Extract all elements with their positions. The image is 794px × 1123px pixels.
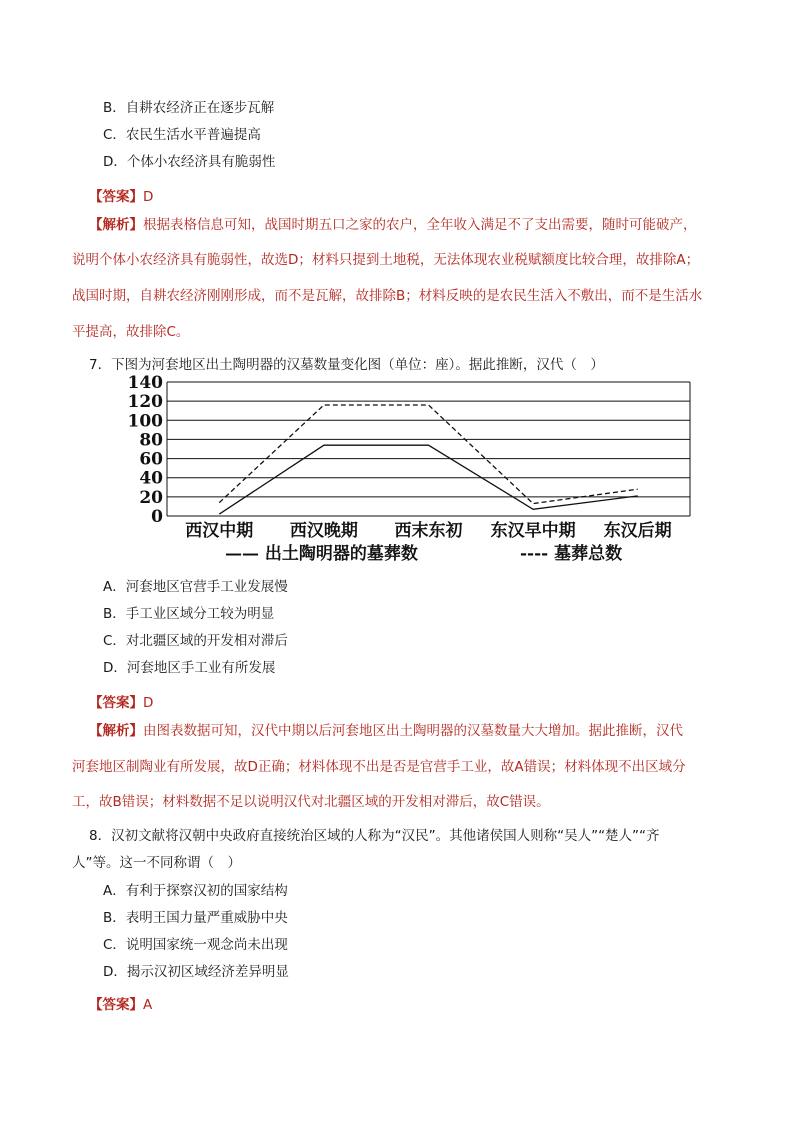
option-c: C．农民生活水平普遍提高: [103, 127, 261, 143]
x-tick-label: 西汉中期: [185, 521, 254, 541]
option-a: A．河套地区官营手工业发展慢: [103, 579, 288, 595]
y-tick-label: 60: [139, 449, 163, 470]
analysis-tag: 【解析】: [89, 723, 143, 739]
x-tick-label: 东汉后期: [603, 521, 672, 541]
question-7-stem: 7．下图为河套地区出土陶明器的汉墓数量变化图（单位：座）。据此推断，汉代（ ）: [89, 357, 604, 373]
option-b: B．手工业区域分工较为明显: [103, 606, 275, 622]
answer-value: D: [143, 695, 154, 711]
chart-series: [219, 405, 637, 514]
answer-tag: 【答案】: [89, 189, 143, 205]
option-a: A．有利于探察汉初的国家结构: [103, 883, 288, 899]
answer-value: A: [143, 997, 153, 1013]
x-axis-ticks: [185, 520, 671, 541]
x-tick-label: 西汉晚期: [289, 521, 358, 541]
y-axis-ticks: [128, 373, 164, 527]
answer-line: [89, 691, 153, 711]
y-tick-label: 120: [127, 392, 163, 413]
answer-value: D: [143, 189, 154, 205]
y-tick-label: 20: [139, 487, 163, 508]
answer-tag: 【答案】: [89, 695, 143, 711]
series-line-pottery: [219, 445, 637, 514]
option-c: C．对北疆区域的开发相对滞后: [103, 633, 288, 649]
analysis-line: [89, 213, 697, 233]
analysis-line: [89, 719, 683, 739]
answer-tag: 【答案】: [89, 997, 143, 1013]
legend-item: ---- 墓葬总数: [520, 544, 623, 564]
question-8-stem: 8．汉初文献将汉朝中央政府直接统治区域的人称为“汉民”。其他诸侯国人则称“吴人”“楚人”“齐: [89, 828, 660, 844]
analysis-line: 战国时期，自耕农经济刚刚形成，而不是瓦解，故排除B；材料反映的是农民生活入不敷出，而不是生活水: [72, 288, 703, 304]
series-line-total: [219, 405, 637, 504]
y-tick-label: 80: [139, 430, 163, 451]
analysis-text: 根据表格信息可知，战国时期五口之家的农户，全年收入满足不了支出需要，随时可能破产，: [143, 217, 697, 233]
analysis-text: 由图表数据可知，汉代中期以后河套地区出土陶明器的汉墓数量大大增加。据此推断，汉代: [143, 723, 683, 739]
legend-item: —— 出土陶明器的墓葬数: [225, 544, 418, 564]
question-8-stem-cont: 人”等。这一不同称谓（ ）: [72, 855, 241, 871]
answer-line: [89, 993, 152, 1013]
chart-grid: [167, 382, 690, 516]
option-b: B．自耕农经济正在逐步瓦解: [103, 100, 275, 116]
option-d: D．河套地区手工业有所发展: [103, 660, 276, 676]
y-tick-label: 140: [127, 373, 163, 393]
answer-line: [89, 185, 153, 205]
option-d: D．个体小农经济具有脆弱性: [103, 154, 276, 170]
x-tick-label: 西末东初: [394, 521, 463, 541]
analysis-line: 工，故B错误；材料数据不足以说明汉代对北疆区域的开发相对滞后，故C错误。: [72, 794, 550, 810]
analysis-line: 河套地区制陶业有所发展，故D正确；材料体现不出是否是官营手工业，故A错误；材料体现不出区域分: [72, 759, 686, 775]
analysis-tag: 【解析】: [89, 217, 143, 233]
option-b: B．表明王国力量严重威胁中央: [103, 910, 288, 926]
option-d: D．揭示汉初区域经济差异明显: [103, 964, 289, 980]
chart-legend: [225, 543, 622, 564]
y-tick-label: 40: [139, 468, 163, 489]
x-tick-label: 东汉早中期: [490, 521, 576, 541]
analysis-line: 平提高，故排除C。: [72, 324, 190, 340]
y-tick-label: 0: [151, 507, 163, 527]
analysis-line: 说明个体小农经济具有脆弱性，故选D；材料只提到土地税，无法体现农业税赋额度比较合理，故排除A；: [72, 252, 700, 268]
option-c: C．说明国家统一观念尚未出现: [103, 937, 288, 953]
line-chart: [127, 373, 700, 568]
y-tick-label: 100: [127, 411, 163, 432]
